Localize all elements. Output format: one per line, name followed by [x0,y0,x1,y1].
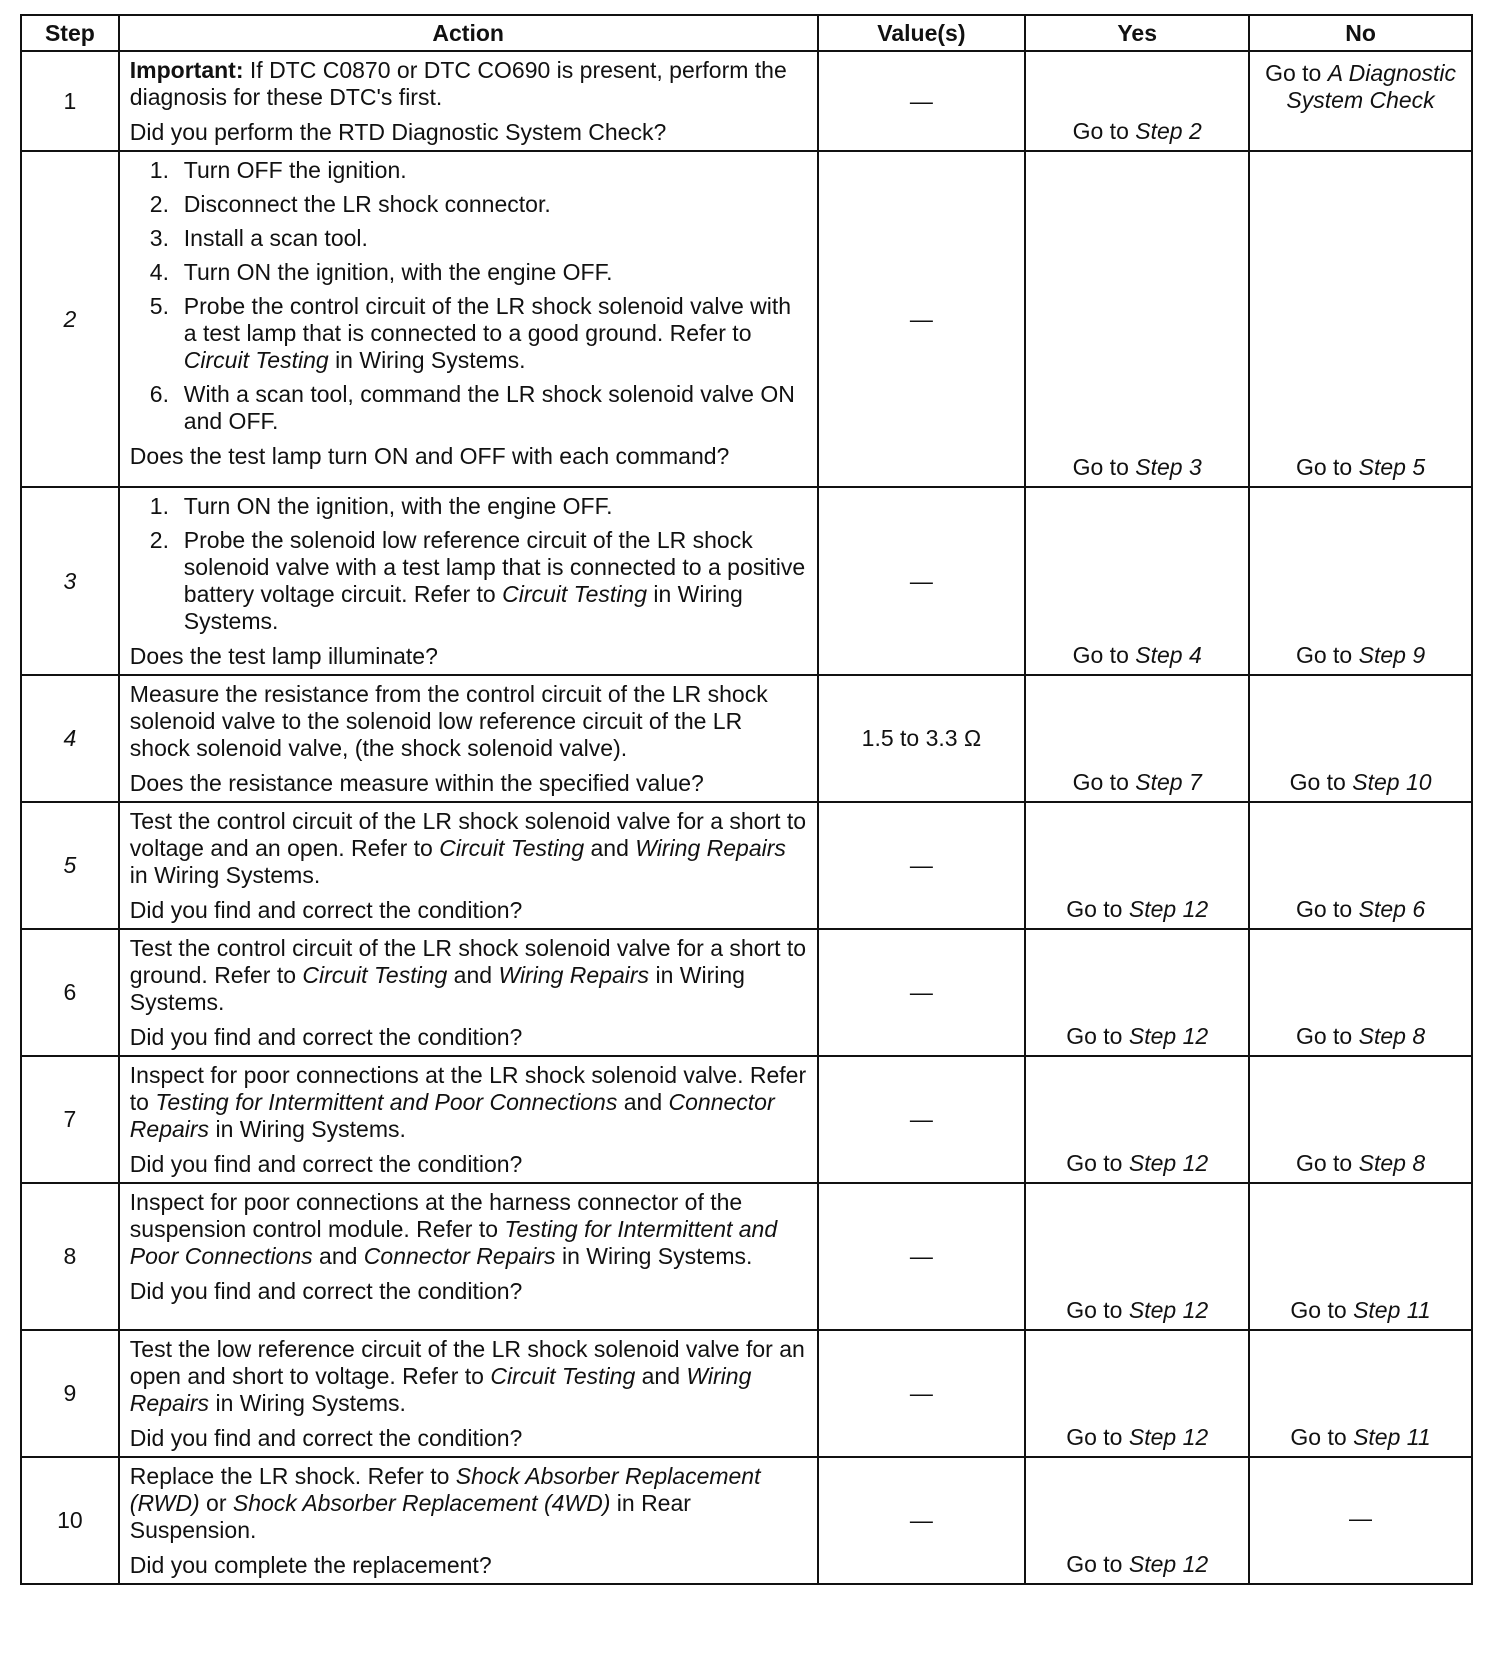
action-cell [119,151,818,487]
step-number: 6 [21,929,119,1056]
reference-link[interactable]: Wiring Repairs [498,962,650,988]
no-prefix: Go to [1289,769,1346,795]
table-row [21,51,1472,151]
no-prefix: Go to [1265,60,1322,86]
list-item-text: Disconnect the LR shock connector. [183,191,551,217]
value-cell: — [818,1183,1026,1330]
yes-prefix: Go to [1066,1424,1123,1450]
header-values: Value(s) [818,15,1026,51]
header-row [21,15,1472,51]
action-text-part: in Wiring Systems. [129,962,745,1015]
list-item [130,259,809,286]
action-cell [119,51,818,151]
no-step-link[interactable]: Step 5 [1358,454,1426,480]
step-number-text: 2 [63,305,77,332]
important-label: Important: [129,57,244,83]
list-item-text: Turn OFF the ignition. [183,157,407,183]
table-row [21,1056,1472,1183]
yes-step-link[interactable]: Step 12 [1128,1551,1209,1577]
important-note [130,57,809,111]
list-item-text: Probe the solenoid low reference circuit of the LR shock solenoid valve with a test lamp that is connected to a positive battery voltage circuit. Refer to [183,527,806,607]
no-prefix: Go to [1295,454,1353,480]
table-row [21,802,1472,929]
list-item-number: 1. [149,493,169,519]
yes-step-link[interactable]: Step 4 [1135,642,1202,668]
reference-link[interactable]: Circuit Testing [183,347,329,373]
value-cell: — [818,1330,1026,1457]
yes-cell [1025,487,1249,675]
action-text-part: and [623,1089,663,1115]
action-steps-list [130,493,809,635]
no-cell [1249,929,1472,1056]
table-row [21,487,1472,675]
step-number [21,487,119,675]
list-item-number: 4. [149,259,169,285]
no-cell [1249,1183,1472,1330]
step-number-text: 5 [63,852,77,878]
action-text-part: Test the control circuit of the LR shock solenoid valve for a short to voltage and an open. Refer to [129,808,807,861]
action-text-part: in Wiring Systems. [561,1243,753,1269]
action-text-part: in Wiring Systems. [215,1116,406,1142]
yes-step-link[interactable]: Step 12 [1128,896,1209,922]
yes-cell [1025,1183,1249,1330]
reference-link[interactable]: Testing for Intermittent and Poor Connections [155,1089,618,1115]
action-text: Measure the resistance from the control circuit of the LR shock solenoid valve to the solenoid low reference circuit of the LR shock solenoid valve, (the shock solenoid valve). [129,681,768,761]
question-text: Did you perform the RTD Diagnostic System Check? [129,119,667,145]
value-cell: — [818,151,1026,487]
value-cell: — [818,51,1026,151]
list-item [130,527,809,635]
no-cell [1249,1056,1472,1183]
list-item [130,293,809,374]
no-step-link[interactable]: Step 11 [1353,1424,1431,1450]
step-number [21,802,119,929]
list-item-number: 2. [149,527,169,553]
value-cell: 1.5 to 3.3 Ω [818,675,1026,802]
no-step-link[interactable]: Step 11 [1353,1297,1431,1323]
no-prefix: Go to [1295,1150,1353,1176]
yes-prefix: Go to [1066,896,1123,922]
reference-link[interactable]: Wiring Repairs [129,1363,752,1416]
action-text-part: in Wiring Systems. [129,862,321,888]
list-item-number: 6. [149,381,169,407]
no-step-link[interactable]: Step 10 [1352,769,1432,795]
yes-step-link[interactable]: Step 12 [1128,1297,1209,1323]
action-cell [119,929,818,1056]
yes-step-link[interactable]: Step 2 [1135,118,1202,144]
no-cell [1249,487,1472,675]
question-text: Did you complete the replacement? [129,1552,492,1578]
yes-step-link[interactable]: Step 7 [1135,769,1202,795]
no-prefix: Go to [1295,642,1353,668]
action-text-part: and [641,1363,681,1389]
action-text [130,1189,809,1270]
step-number [21,151,119,487]
list-item-text: in Wiring Systems. [183,581,743,634]
reference-link[interactable]: Shock Absorber Replacement (4WD) [232,1490,611,1516]
reference-link[interactable]: Circuit Testing [302,962,448,988]
list-item [130,381,809,435]
no-cell: — [1249,1457,1472,1584]
action-text-part: Inspect for poor connections at the LR shock solenoid valve. Refer to [129,1062,807,1115]
value-cell: — [818,1056,1026,1183]
action-text [130,1062,809,1143]
action-cell [119,1457,818,1584]
action-cell [119,675,818,802]
reference-link[interactable]: Testing for Intermittent and Poor Connections [129,1216,778,1269]
yes-step-link[interactable]: Step 12 [1128,1023,1209,1049]
reference-link[interactable]: Connector Repairs [363,1243,556,1269]
no-step-link[interactable]: Step 8 [1358,1023,1426,1049]
yes-step-link[interactable]: Step 3 [1135,454,1202,480]
list-item [130,157,809,184]
no-step-link[interactable]: Step 6 [1358,896,1426,922]
list-item-text: Turn ON the ignition, with the engine OFF. [183,493,613,519]
no-cell [1249,675,1472,802]
action-text-part: and [319,1243,358,1269]
yes-cell [1025,51,1249,151]
value-cell: — [818,929,1026,1056]
action-text-part: and [453,962,493,988]
yes-cell [1025,151,1249,487]
list-item-number: 3. [149,225,169,251]
header-step: Step [21,15,119,51]
action-steps-list [130,157,809,435]
no-cell [1249,151,1472,487]
table-row [21,1330,1472,1457]
question-text: Did you find and correct the condition? [129,1024,523,1050]
action-cell [119,1183,818,1330]
step-number: 1 [21,51,119,151]
no-step-link[interactable]: Step 9 [1358,642,1426,668]
no-prefix: Go to [1290,1424,1347,1450]
diagnostic-table [20,14,1473,1585]
yes-prefix: Go to [1072,454,1129,480]
step-number: 10 [21,1457,119,1584]
reference-link[interactable]: Shock Absorber Replacement (RWD) [129,1463,761,1516]
yes-cell [1025,1330,1249,1457]
question-text: Does the test lamp turn ON and OFF with each command? [129,443,730,469]
action-text-part: in Rear Suspension. [129,1490,691,1543]
reference-link[interactable]: Circuit Testing [490,1363,636,1389]
action-text-part: and [590,835,629,861]
list-item-text: With a scan tool, command the LR shock solenoid valve ON and OFF. [183,381,795,434]
question-text: Does the resistance measure within the specified value? [129,770,704,796]
action-text-part: Inspect for poor connections at the harness connector of the suspension control module. Refer to [129,1189,743,1242]
no-prefix: Go to [1295,896,1353,922]
yes-cell [1025,1056,1249,1183]
no-step-link[interactable]: Step 8 [1358,1150,1426,1176]
yes-prefix: Go to [1072,118,1129,144]
yes-prefix: Go to [1072,642,1129,668]
yes-cell [1025,1457,1249,1584]
list-item [130,493,809,520]
header-yes: Yes [1025,15,1249,51]
action-cell [119,1330,818,1457]
value-cell: — [818,1457,1026,1584]
yes-prefix: Go to [1066,1297,1123,1323]
action-text-part: Test the low reference circuit of the LR shock solenoid valve for an open and short to voltage. Refer to [129,1336,805,1389]
important-text: If DTC C0870 or DTC CO690 is present, perform the diagnosis for these DTC's first. [129,57,787,110]
question-text: Did you find and correct the condition? [129,1278,523,1304]
step-number: 7 [21,1056,119,1183]
action-text [130,935,809,1016]
reference-link[interactable]: Wiring Repairs [635,835,786,861]
yes-prefix: Go to [1072,769,1129,795]
action-cell [119,1056,818,1183]
list-item-number: 2. [149,191,169,217]
header-action: Action [119,15,818,51]
action-text [130,1463,809,1544]
header-no: No [1249,15,1472,51]
no-cell [1249,51,1472,151]
question-text: Did you find and correct the condition? [129,1425,523,1451]
step-number: 9 [21,1330,119,1457]
reference-link[interactable]: Circuit Testing [502,581,647,607]
step-number-text: 4 [63,725,77,751]
action-text-part: or [206,1490,227,1516]
table-row [21,1183,1472,1330]
list-item [130,191,809,218]
step-number: 8 [21,1183,119,1330]
yes-prefix: Go to [1066,1150,1123,1176]
list-item-text: Install a scan tool. [183,225,368,251]
table-row [21,675,1472,802]
step-number-text: 3 [63,567,77,594]
action-cell [119,802,818,929]
value-cell: — [818,802,1026,929]
no-cell [1249,802,1472,929]
list-item [130,225,809,252]
action-text [130,1336,809,1417]
yes-prefix: Go to [1066,1023,1123,1049]
yes-step-link[interactable]: Step 12 [1128,1150,1209,1176]
no-step-link[interactable]: A Diagnostic System Check [1286,60,1457,113]
action-text-part: Test the control circuit of the LR shock solenoid valve for a short to ground. Refer to [129,935,807,988]
yes-cell [1025,675,1249,802]
list-item-number: 5. [149,293,169,319]
list-item-number: 1. [149,157,169,183]
question-text: Did you find and correct the condition? [129,897,523,923]
yes-step-link[interactable]: Step 12 [1128,1424,1209,1450]
action-text [130,808,809,889]
table-row [21,151,1472,487]
action-text-part: Replace the LR shock. Refer to [129,1463,450,1489]
list-item-text: Probe the control circuit of the LR shock solenoid valve with a test lamp that is connected to a good ground. Refer to [183,293,792,346]
table-row [21,1457,1472,1584]
yes-prefix: Go to [1066,1551,1123,1577]
action-text-part: in Wiring Systems. [215,1390,406,1416]
list-item-text: Turn ON the ignition, with the engine OFF. [183,259,613,285]
action-cell [119,487,818,675]
yes-cell [1025,802,1249,929]
no-prefix: Go to [1295,1023,1353,1049]
no-cell [1249,1330,1472,1457]
reference-link[interactable]: Connector Repairs [129,1089,775,1142]
no-prefix: Go to [1290,1297,1347,1323]
list-item-text: in Wiring Systems. [335,347,526,373]
question-text: Did you find and correct the condition? [129,1151,523,1177]
reference-link[interactable]: Circuit Testing [439,835,585,861]
table-row [21,929,1472,1056]
step-number [21,675,119,802]
yes-cell [1025,929,1249,1056]
value-cell: — [818,487,1026,675]
question-text: Does the test lamp illuminate? [129,643,438,669]
